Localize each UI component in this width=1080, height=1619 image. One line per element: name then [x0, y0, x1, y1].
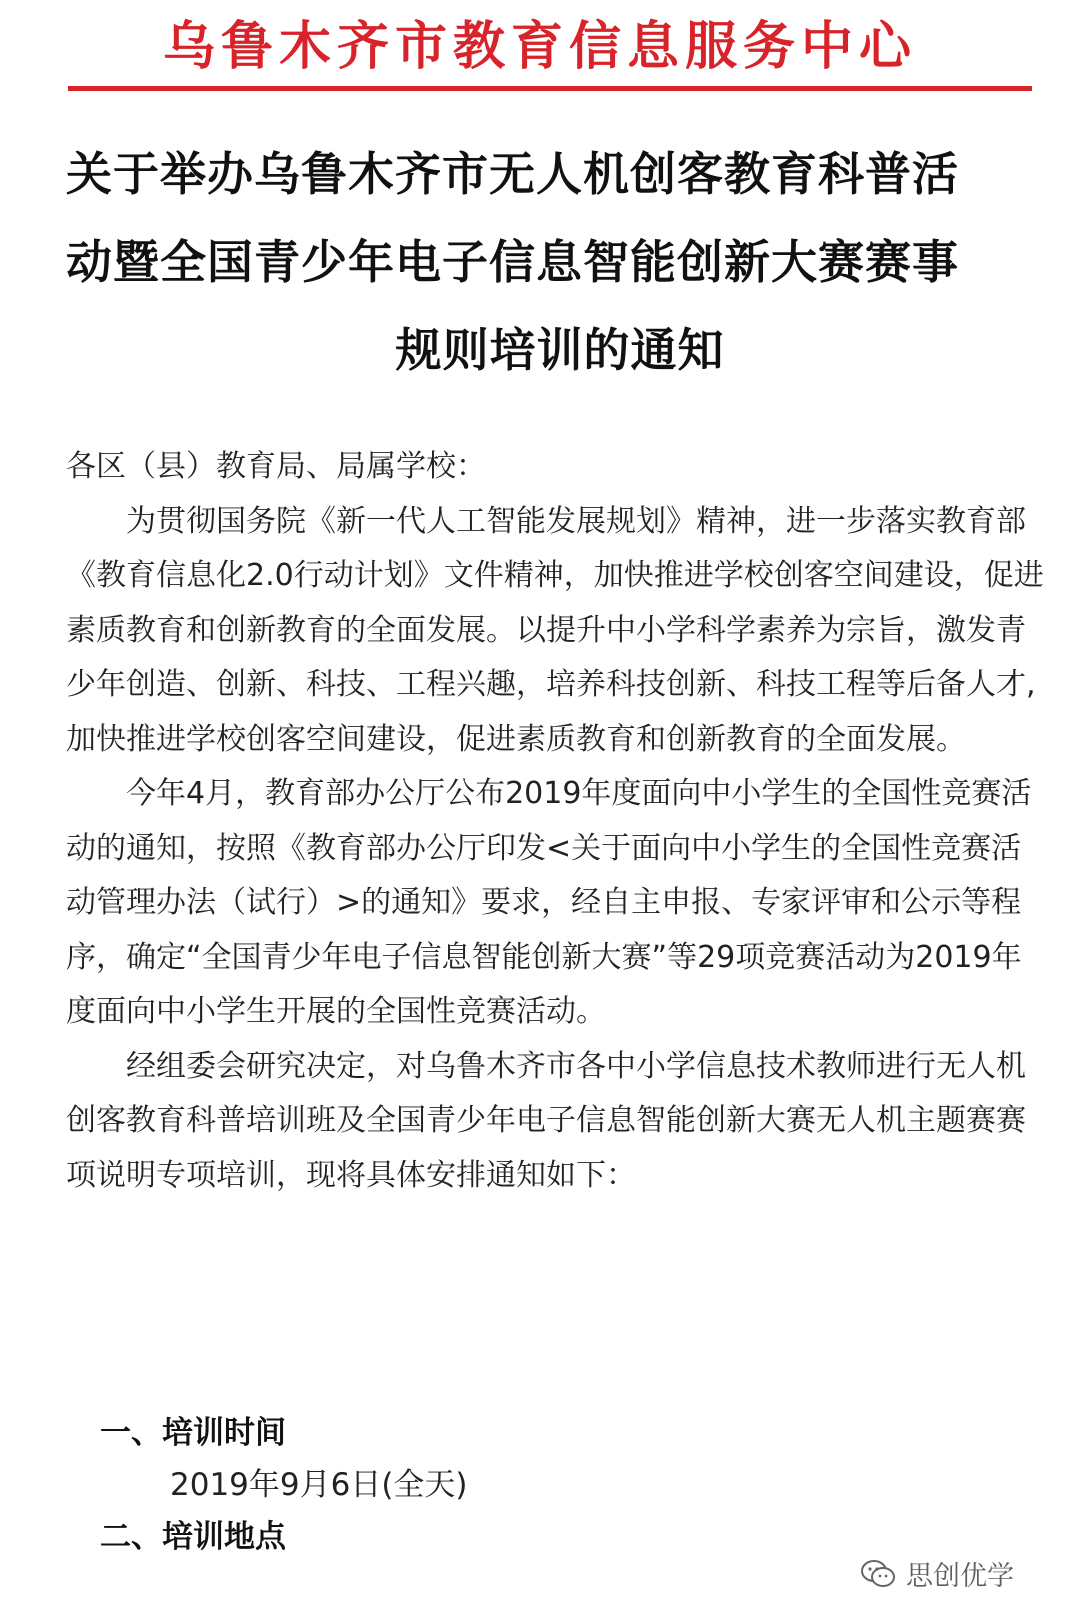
- paragraph-decision: 经组委会研究决定，对乌鲁木齐市各中小学信息技术教师进行无人机创客教育科普培训班及全国青少年电子信息智能创新大赛无人机主题赛赛项说明专项培训，现将具体安排通知如下：: [66, 1048, 1026, 1193]
- document-title: [66, 130, 1054, 394]
- paragraph-purpose: 为贯彻国务院《新一代人工智能发展规划》精神，进一步落实教育部《教育信息化2.0行动计划》文件精神，加快推进学校创客空间建设，促进素质教育和创新教育的全面发展。以提升中小学科学素养为宗旨，激发青少年创造、创新、科技、工程兴趣，培养科技创新、科技工程等后备人才,加快推进学校创客空间建设，促进素质教育和创新教育的全面发展。: [66, 503, 1044, 757]
- red-divider: [68, 86, 1032, 91]
- account-watermark: [860, 1554, 1014, 1593]
- section-training-place: 二、培训地点: [100, 1519, 286, 1555]
- notice-body: [66, 440, 1046, 1203]
- organization-header: 乌鲁木齐市教育信息服务中心: [162, 16, 917, 77]
- watermark-text: 思创优学: [906, 1561, 1014, 1592]
- title-line-1: 关于举办乌鲁木齐市无人机创客教育科普活: [66, 147, 959, 201]
- paragraph-background: 今年4月，教育部办公厅公布2019年度面向中小学生的全国性竞赛活动的通知，按照《教育部办公厅印发<关于面向中小学生的全国性竞赛活动管理办法（试行）>的通知》要求，经自主申报、专家评审和公示等程序，确定“全国青少年电子信息智能创新大赛”等29项竞赛活动为2019年度面向中小学生开展的全国性竞赛活动。: [66, 776, 1032, 1029]
- section-training-time: 一、培训时间: [100, 1415, 286, 1451]
- wechat-icon: [860, 1559, 896, 1589]
- title-line-2: 动暨全国青少年电子信息智能创新大赛赛事: [66, 235, 959, 289]
- title-line-3: 规则培训的通知: [395, 323, 725, 377]
- training-date: 2019年9月6日(全天): [170, 1467, 468, 1503]
- salutation: 各区（县）教育局、局属学校：: [66, 449, 486, 484]
